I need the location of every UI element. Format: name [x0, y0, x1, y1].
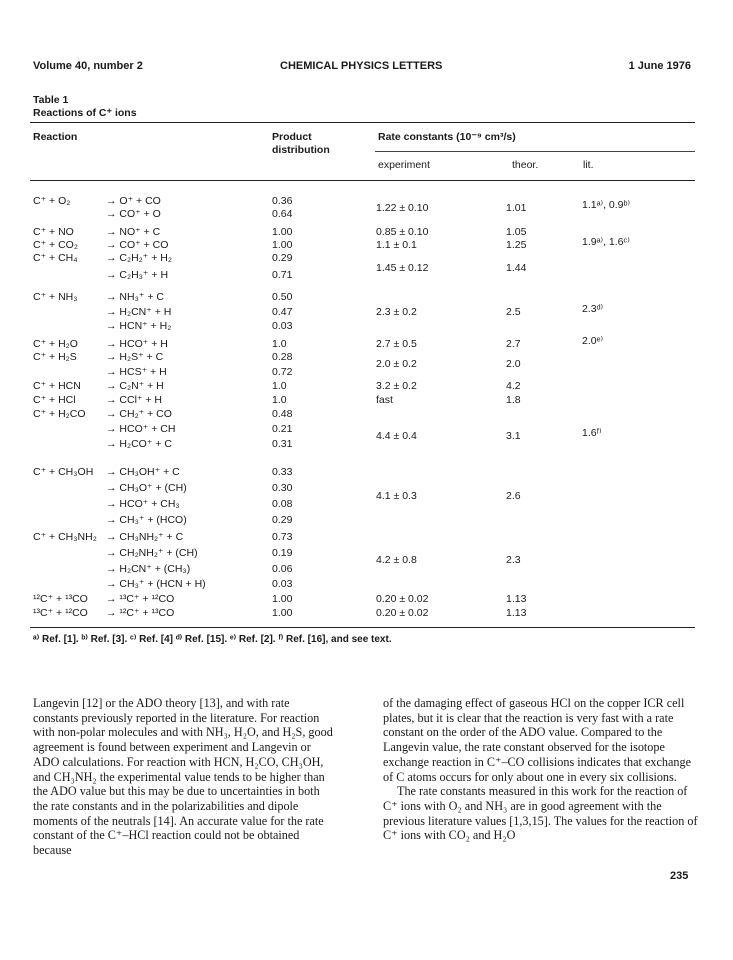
experiment-cell: 2.0 ± 0.2 [376, 358, 417, 370]
theor-cell: 3.1 [506, 430, 521, 442]
reaction-cell: C⁺ + CH₄ [33, 252, 78, 264]
distribution-cell: 0.28 [272, 351, 293, 363]
body-paragraph: The rate constants measured in this work for the reaction of C⁺ ions with O₂ and NH₃ are in good agreement with the previous literature values [1,3,15]. The values for the reaction of C⁺ ions with CO₂ and H₂O [383, 784, 698, 843]
theor-cell: 1.13 [506, 607, 527, 619]
distribution-cell: 1.00 [272, 239, 293, 251]
table-caption: Reactions of C⁺ ions [33, 107, 137, 119]
lit-cell: 2.3ᵈ⁾ [582, 303, 604, 315]
reaction-cell: C⁺ + NO [33, 226, 74, 238]
lit-cell: 1.1ᵃ⁾, 0.9ᵇ⁾ [582, 199, 631, 211]
distribution-cell: 1.00 [272, 607, 293, 619]
product-cell: → CO⁺ + O [106, 208, 161, 220]
distribution-cell: 0.03 [272, 578, 293, 590]
theor-cell: 2.7 [506, 338, 521, 350]
body-column-left [33, 696, 333, 858]
experiment-cell: 2.3 ± 0.2 [376, 306, 417, 318]
reaction-cell: C⁺ + H₂CO [33, 408, 86, 420]
journal-volume: Volume 40, number 2 [33, 60, 143, 72]
lit-cell: 1.9ᵃ⁾, 1.6ᶜ⁾ [582, 236, 630, 248]
distribution-cell: 0.31 [272, 438, 293, 450]
theor-cell: 2.0 [506, 358, 521, 370]
theor-cell: 2.3 [506, 554, 521, 566]
product-cell: → C₂N⁺ + H [106, 380, 164, 392]
product-cell: → O⁺ + CO [106, 195, 161, 207]
theor-cell: 1.13 [506, 593, 527, 605]
table-top-rule [30, 122, 695, 123]
product-cell: → HCN⁺ + H₂ [106, 320, 172, 332]
distribution-cell: 0.06 [272, 563, 293, 575]
theor-cell: 1.01 [506, 202, 527, 214]
product-cell: → CH₃⁺ + (HCO) [106, 514, 187, 526]
product-cell: → H₂CN⁺ + (CH₃) [106, 563, 191, 575]
lit-cell: 1.6ᶠ⁾ [582, 427, 602, 439]
distribution-cell: 0.29 [272, 514, 293, 526]
product-cell: → HCO⁺ + CH₃ [106, 498, 180, 510]
product-cell: → HCS⁺ + H [106, 366, 167, 378]
distribution-cell: 0.71 [272, 269, 293, 281]
rate-subheader-rule [375, 151, 695, 152]
product-cell: → HCO⁺ + CH [106, 423, 176, 435]
body-paragraph: Langevin [12] or the ADO theory [13], and with rate constants previously reported in the literature. For reaction with non-polar molecules and with NH₃, H₂O, and H₂S, good agreement is found between experiment and Langevin or ADO calculations. For reaction with HCN, H₂CO, CH₃OH, and CH₃NH₂ the experimental value tends to be higher than the ADO value but this may be due to uncertainties in both the rate constants and in the polarizabilities and dipole moments of the neutrals [14]. An accurate value for the rate constant of the C⁺–HCl reaction could not be obtained because [33, 696, 333, 858]
header-product-distribution: Product distribution [272, 131, 330, 156]
theor-cell: 4.2 [506, 380, 521, 392]
table-bottom-rule [30, 627, 695, 628]
product-cell: → NO⁺ + C [106, 226, 161, 238]
distribution-cell: 0.03 [272, 320, 293, 332]
product-cell: → NH₃⁺ + C [106, 291, 164, 303]
reaction-cell: C⁺ + H₂S [33, 351, 77, 363]
experiment-cell: 3.2 ± 0.2 [376, 380, 417, 392]
experiment-cell: 4.2 ± 0.8 [376, 554, 417, 566]
reaction-cell: C⁺ + H₂O [33, 338, 78, 350]
table-footnotes: ᵃ⁾ Ref. [1]. ᵇ⁾ Ref. [3]. ᶜ⁾ Ref. [4] ᵈ⁾ Ref. [15]. ᵉ⁾ Ref. [2]. ᶠ⁾ Ref. [16], and see text. [33, 634, 392, 645]
body-column-right [383, 696, 701, 843]
page-number: 235 [670, 870, 689, 882]
reaction-cell: ¹³C⁺ + ¹²CO [33, 607, 88, 619]
reaction-cell: C⁺ + CH₃NH₂ [33, 531, 97, 543]
product-cell: → CH₃OH⁺ + C [106, 466, 180, 478]
reaction-cell: C⁺ + HCl [33, 394, 76, 406]
header-experiment: experiment [378, 159, 430, 171]
experiment-cell: 0.20 ± 0.02 [376, 607, 429, 619]
product-cell: → ¹²C⁺ + ¹³CO [106, 607, 175, 619]
product-cell: → H₂CN⁺ + H [106, 306, 172, 318]
product-cell: → CH₃O⁺ + (CH) [106, 482, 187, 494]
reaction-cell: C⁺ + HCN [33, 380, 81, 392]
running-head [33, 60, 701, 76]
header-lit: lit. [583, 159, 594, 171]
theor-cell: 1.05 [506, 226, 527, 238]
theor-cell: 1.25 [506, 239, 527, 251]
issue-date: 1 June 1976 [628, 60, 691, 72]
distribution-cell: 1.0 [272, 394, 287, 406]
distribution-cell: 0.47 [272, 306, 293, 318]
lit-cell: 2.0ᵉ⁾ [582, 335, 604, 347]
distribution-cell: 1.0 [272, 338, 287, 350]
distribution-cell: 1.00 [272, 226, 293, 238]
reaction-cell: C⁺ + NH₃ [33, 291, 78, 303]
reaction-cell: C⁺ + O₂ [33, 195, 71, 207]
product-cell: → H₂S⁺ + C [106, 351, 164, 363]
table-title: Table 1 [33, 94, 69, 106]
reaction-cell: ¹²C⁺ + ¹³CO [33, 593, 88, 605]
experiment-cell: 4.1 ± 0.3 [376, 490, 417, 502]
reaction-cell: C⁺ + CH₃OH [33, 466, 94, 478]
distribution-cell: 0.08 [272, 498, 293, 510]
product-cell: → C₂H₂⁺ + H₂ [106, 252, 172, 264]
distribution-cell: 0.50 [272, 291, 293, 303]
distribution-cell: 0.30 [272, 482, 293, 494]
distribution-cell: 0.19 [272, 547, 293, 559]
product-cell: → CH₃NH₂⁺ + C [106, 531, 184, 543]
header-reaction: Reaction [33, 131, 78, 143]
reaction-cell: C⁺ + CO₂ [33, 239, 78, 251]
experiment-cell: 0.85 ± 0.10 [376, 226, 429, 238]
table-header-rule [30, 180, 695, 181]
distribution-cell: 0.21 [272, 423, 293, 435]
theor-cell: 2.5 [506, 306, 521, 318]
product-cell: → CH₃⁺ + (HCN + H) [106, 578, 206, 590]
experiment-cell: 0.20 ± 0.02 [376, 593, 429, 605]
distribution-cell: 0.72 [272, 366, 293, 378]
distribution-cell: 0.48 [272, 408, 293, 420]
distribution-cell: 0.33 [272, 466, 293, 478]
body-paragraph: of the damaging effect of gaseous HCl on the copper ICR cell plates, but it is clear that the reaction is very fast with a rate constant on the order of the ADO value. Compared to the Langevin value, the rate constant observed for the isotope exchange reaction in C⁺–CO collisions indicates that exchange of C atoms occurs for only about one in every six collisions. [383, 696, 691, 784]
theor-cell: 1.8 [506, 394, 521, 406]
theor-cell: 2.6 [506, 490, 521, 502]
experiment-cell: 2.7 ± 0.5 [376, 338, 417, 350]
experiment-cell: fast [376, 394, 393, 406]
journal-title: CHEMICAL PHYSICS LETTERS [280, 60, 443, 72]
product-cell: → H₂CO⁺ + C [106, 438, 172, 450]
distribution-cell: 0.73 [272, 531, 293, 543]
product-cell: → C₂H₃⁺ + H [106, 269, 169, 281]
distribution-cell: 0.29 [272, 252, 293, 264]
distribution-cell: 0.64 [272, 208, 293, 220]
product-cell: → CH₂NH₂⁺ + (CH) [106, 547, 198, 559]
product-cell: → CCl⁺ + H [106, 394, 163, 406]
experiment-cell: 1.1 ± 0.1 [376, 239, 417, 251]
experiment-cell: 4.4 ± 0.4 [376, 430, 417, 442]
header-theor: theor. [512, 159, 539, 171]
product-cell: → CH₂⁺ + CO [106, 408, 172, 420]
experiment-cell: 1.45 ± 0.12 [376, 262, 429, 274]
product-cell: → ¹³C⁺ + ¹²CO [106, 593, 175, 605]
distribution-cell: 1.00 [272, 593, 293, 605]
distribution-cell: 0.36 [272, 195, 293, 207]
experiment-cell: 1.22 ± 0.10 [376, 202, 429, 214]
distribution-cell: 1.0 [272, 380, 287, 392]
product-cell: → CO⁺ + CO [106, 239, 169, 251]
theor-cell: 1.44 [506, 262, 527, 274]
header-rate-constants: Rate constants (10⁻⁹ cm³/s) [378, 131, 516, 143]
product-cell: → HCO⁺ + H [106, 338, 168, 350]
